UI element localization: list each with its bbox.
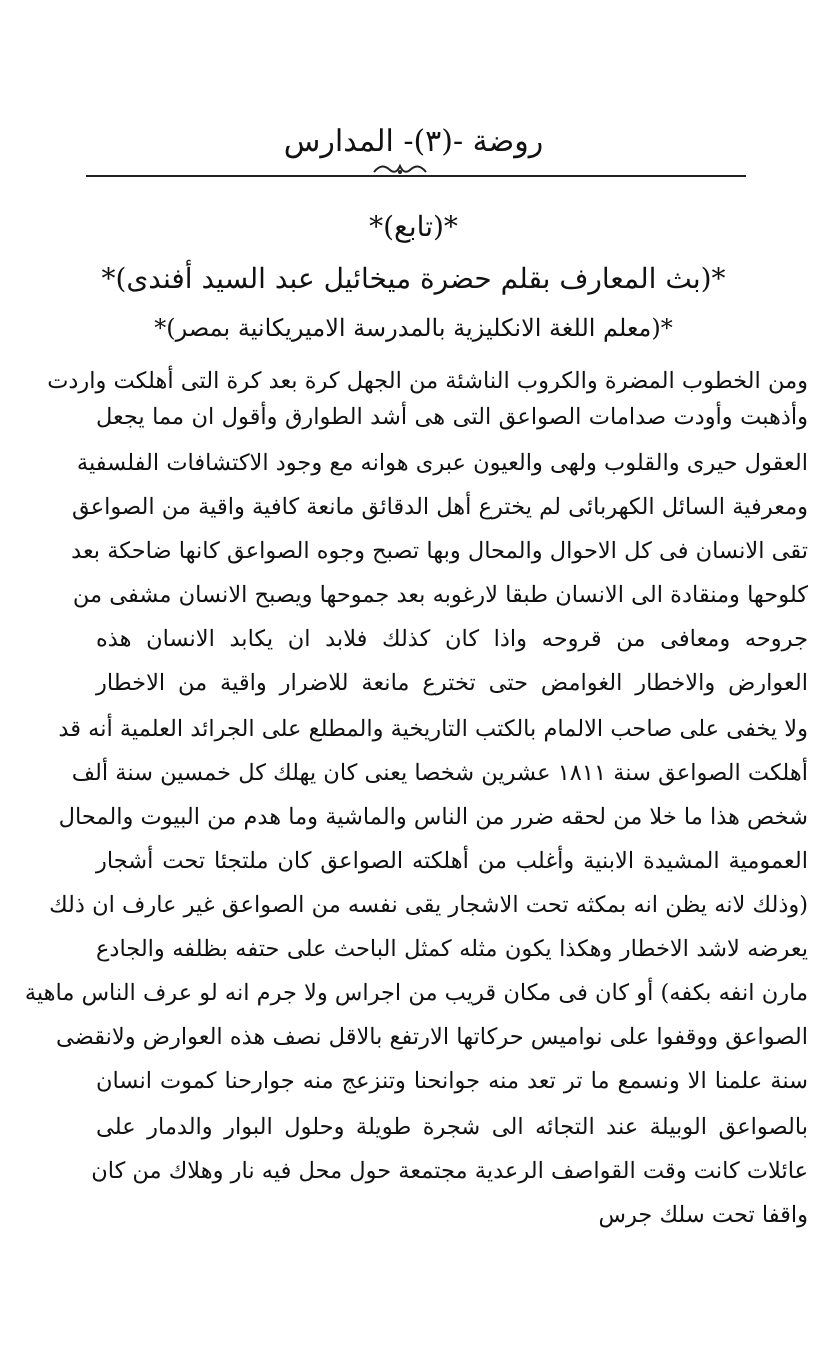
article-subtitle: *(معلم اللغة الانكليزية بالمدرسة الاميريكانية بمصر)* <box>154 314 673 342</box>
body-line: جروحه ومعافى من قروحه واذا كان كذلك فلابد ان يكابد الانسان هذه <box>96 626 808 652</box>
body-line: بالصواعق الوبيلة عند التجائه الى شجرة طويلة وحلول البوار والدمار على <box>96 1114 808 1140</box>
body-line: العمومية المشيدة الابنية وأغلب من أهلكته الصواعق كان ملتجئا تحت أشجار <box>96 848 808 874</box>
running-head: روضة -(٣)- المدارس <box>283 124 544 159</box>
article-title: *(بث المعارف بقلم حضرة ميخائيل عبد السيد أفندى)* <box>101 262 726 295</box>
body-line: تقى الانسان فى كل الاحوال والمحال وبها تصبح وجوه الصواعق كانها ضاحكة بعد <box>71 538 808 564</box>
body-line: العوارض والاخطار الغوامض حتى تخترع مانعة للاضرار واقية من الاخطار <box>96 670 808 696</box>
body-line: ومن الخطوب المضرة والكروب الناشئة من الجهل كرة بعد كرة التى أهلكت واردت <box>47 368 808 394</box>
body-line: ولا يخفى على صاحب الالمام بالكتب التاريخية والمطلع على الجرائد العلمية أنه قد <box>58 716 808 742</box>
body-line: كلوحها ومنقادة الى الانسان طبقا لارغوبه بعد جموحها ويصبح الانسان مشفى من <box>72 582 808 608</box>
body-line: الصواعق ووقفوا على نواميس حركاتها الارتفع بالاقل نصف هذه العوارض ولانقضى <box>56 1024 808 1050</box>
body-line: سنة علمنا الا ونسمع ما تر تعد منه جوانحنا وتنزعج منه جوارحنا كموت انسان <box>96 1068 808 1094</box>
header-rule <box>86 175 746 177</box>
body-line: عائلات كانت وقت القواصف الرعدية مجتمعة حول محل فيه نار وهلاك من كان <box>91 1158 808 1184</box>
continued-label: *(تابع)* <box>369 210 458 243</box>
body-line: شخص هذا ما خلا من لحقه ضرر من الناس والماشية وما هدم من البيوت والمحال <box>58 804 808 830</box>
body-line: ومعرفية السائل الكهربائى لم يخترع أهل الدقائق مانعة كافية واقية من الصواعق <box>71 494 808 520</box>
body-line: (وذلك لانه يظن انه بمكثه تحت الاشجار يقى نفسه من الصواعق غير عارف ان ذلك <box>49 892 808 918</box>
ornament-icon <box>372 160 428 176</box>
body-line: أهلكت الصواعق سنة ١٨١١ عشرين شخصا يعنى كان يهلك كل خمسين سنة ألف <box>71 760 808 786</box>
body-line: واقفا تحت سلك جرس <box>598 1202 808 1228</box>
body-line: مارن انفه بكفه) أو كان فى مكان قريب من اجراس ولا جرم انه لو عرف الناس ماهية <box>24 980 808 1006</box>
body-line: يعرضه لاشد الاخطار وهكذا يكون مثله كمثل الباحث على حتفه بظلفه والجادع <box>96 936 808 962</box>
body-line: وأذهبت وأودت صدامات الصواعق التى هى أشد الطوارق وأقول ان مما يجعل <box>96 404 808 430</box>
body-line: العقول حيرى والقلوب ولهى والعيون عبرى هوانه مع وجود الاكتشافات الفلسفية <box>76 450 808 476</box>
